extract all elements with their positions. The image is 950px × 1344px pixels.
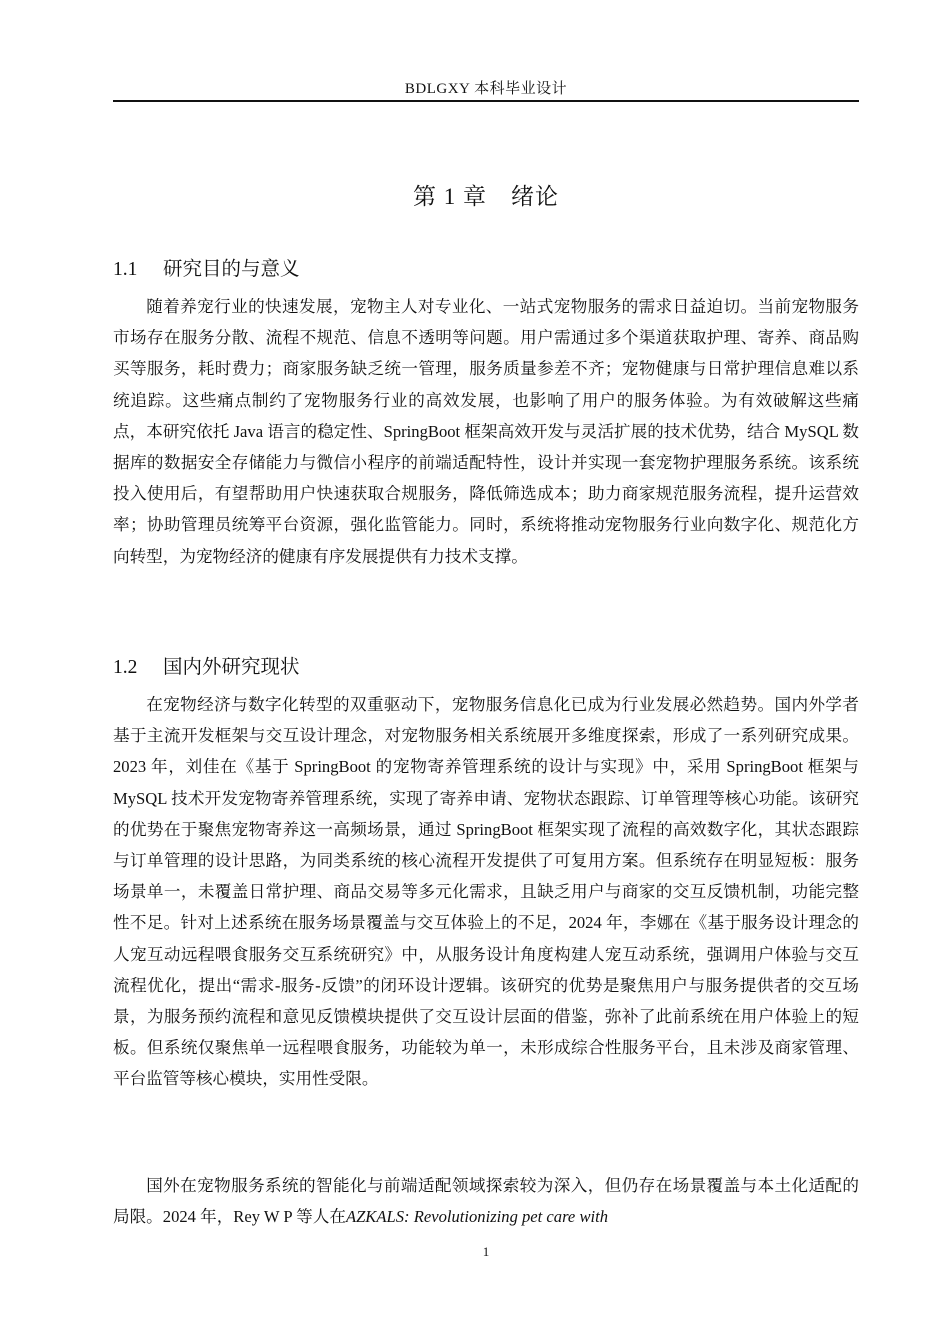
- paper-title-italic: AZKALS: Revolutionizing pet care with: [345, 1207, 609, 1227]
- page-number: 1: [482, 1244, 490, 1259]
- section-title: 国内外研究现状: [163, 657, 300, 678]
- page-header: BDLGXY 本科毕业设计: [404, 81, 568, 97]
- section-heading-1-1: [113, 253, 859, 281]
- section-number: 1.2: [113, 657, 138, 678]
- section-heading-1-2: [113, 651, 859, 679]
- section-title: 研究目的与意义: [163, 259, 300, 280]
- paragraph-1-2-a: 在宠物经济与数字化转型的双重驱动下，宠物服务信息化已成为行业发展必然趋势。国内外学者基于主流开发框架与交互设计理念，对宠物服务相关系统展开多维度探索，形成了一系列研究成果。2023 年，刘佳在《基于 SpringBoot 的宠物寄养管理系统的设计与实现》中，采用 SpringBoot 框架与 MySQL 技术开发宠物寄养管理系统，实现了寄养申请、宠物状态跟踪、订单管理等核心功能。该研究的优势在于聚焦宠物寄养这一高频场景，通过 SpringBoot 框架实现了流程的高效数字化，其状态跟踪与订单管理的设计思路，为同类系统的核心流程开发提供了可复用方案。但系统存在明显短板：服务场景单一，未覆盖日常护理、商品交易等多元化需求，且缺乏用户与商家的交互反馈机制，功能完整性不足。针对上述系统在服务场景覆盖与交互体验上的不足，2024 年，李娜在《基于服务设计理念的人宠互动远程喂食服务交互系统研究》中，从服务设计角度构建人宠互动系统，强调用户体验与交互流程优化，提出“需求-服务-反馈”的闭环设计逻辑。该研究的优势是聚焦用户与服务提供者的交互场景，为服务预约流程和意见反馈模块提供了交互设计层面的借鉴，弥补了此前系统在用户体验上的短板。但系统仅聚焦单一远程喂食服务，功能较为单一，未形成综合性服务平台，且未涉及商家管理、平台监管等核心模块，实用性受限。: [113, 695, 859, 1089]
- chapter-title: 第 1 章 绪论: [413, 184, 559, 209]
- paragraph-1-2-b: [113, 1170, 859, 1232]
- paragraph-text: 国外在宠物服务系统的智能化与前端适配领域探索较为深入，但仍存在场景覆盖与本土化适配的局限。2024 年，Rey W P 等人在: [113, 1176, 859, 1227]
- paragraph-1-1: 随着养宠行业的快速发展，宠物主人对专业化、一站式宠物服务的需求日益迫切。当前宠物服务市场存在服务分散、流程不规范、信息不透明等问题。用户需通过多个渠道获取护理、寄养、商品购买等服务，耗时费力；商家服务缺乏统一管理，服务质量参差不齐；宠物健康与日常护理信息难以系统追踪。这些痛点制约了宠物服务行业的高效发展，也影响了用户的服务体验。为有效破解这些痛点，本研究依托 Java 语言的稳定性、SpringBoot 框架高效开发与灵活扩展的技术优势，结合 MySQL 数据库的数据安全存储能力与微信小程序的前端适配特性，设计并实现一套宠物护理服务系统。该系统投入使用后，有望帮助用户快速获取合规服务，降低筛选成本；助力商家规范服务流程，提升运营效率；协助管理员统筹平台资源，强化监管能力。同时，系统将推动宠物服务行业向数字化、规范化方向转型，为宠物经济的健康有序发展提供有力技术支撑。: [113, 297, 859, 566]
- header-rule: [113, 100, 859, 102]
- section-number: 1.1: [113, 259, 138, 280]
